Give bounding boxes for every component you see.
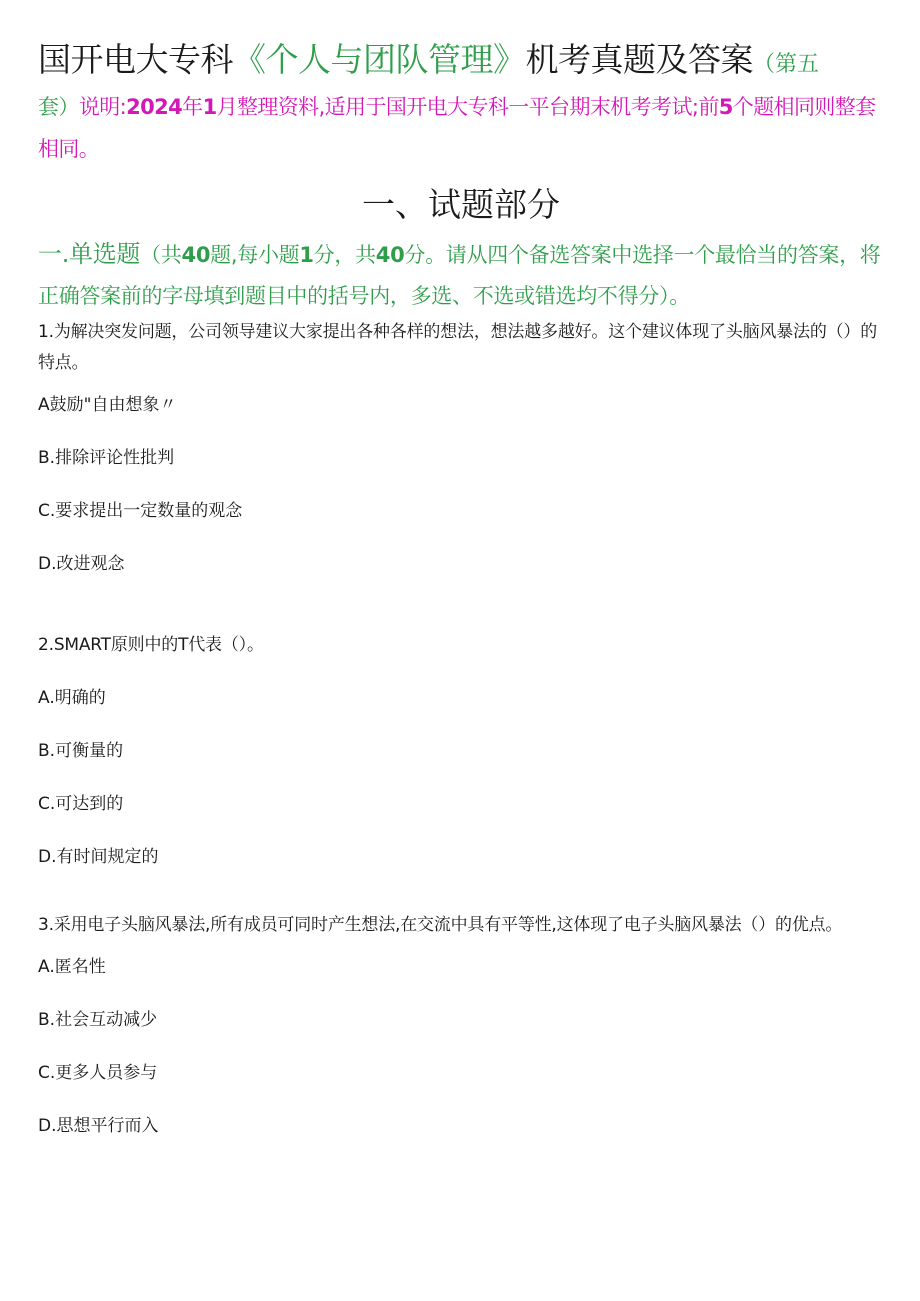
section-instructions	[38, 234, 884, 317]
title-set-open: （第五	[753, 52, 820, 77]
note-text-a: 月整理资料,适用于国开电大专科一平台期末机考考试;前	[216, 95, 719, 119]
note-year: 2024	[126, 95, 183, 119]
page-content	[38, 38, 884, 1153]
question-stem: 2.SMART原则中的T代表（）。	[38, 635, 264, 655]
option-d: D.有时间规定的	[38, 847, 159, 867]
question-2	[38, 619, 884, 884]
instructions-text-c: 分，共	[313, 243, 376, 267]
option-c: C.更多人员参与	[38, 1063, 158, 1083]
note-month: 1	[202, 95, 217, 119]
title-suffix: 机考真题及答案	[525, 40, 753, 79]
option-b: B.排除评论性批判	[38, 448, 175, 468]
instructions-num-c: 40	[375, 243, 405, 267]
title-prefix: 国开电大专科	[38, 40, 233, 79]
note-count: 5	[718, 95, 733, 119]
option-d: D.改进观念	[38, 554, 125, 574]
instructions-text-b: 题,每小题	[210, 243, 300, 267]
option-b: B.可衡量的	[38, 741, 124, 761]
title-set-close: 套）	[38, 95, 79, 119]
question-1	[38, 317, 884, 591]
option-c: C.可达到的	[38, 794, 124, 814]
note-text-b: 个题相同则整套相同。	[38, 95, 876, 161]
note-year-unit: 年	[182, 95, 203, 119]
instructions-text-d: 分。请从四个备选答案中选择一个最恰当的答案，将正确答案前的字母填到题目中的括号内，多选、不选或错选均不得分）。	[38, 243, 881, 308]
instructions-num-b: 1	[299, 243, 314, 267]
instructions-label: 一.单选题	[38, 240, 141, 268]
section-heading: 一、试题部分	[362, 185, 560, 224]
question-stem: 1.为解决突发问题，公司领导建议大家提出各种各样的想法，想法越多越好。这个建议体现了头脑风暴法的（）的特点。	[38, 322, 878, 373]
note-label: 说明:	[78, 95, 127, 119]
title-course-name: 《个人与团队管理》	[233, 40, 526, 79]
document-title	[38, 38, 884, 88]
option-a: A.匿名性	[38, 957, 106, 977]
instructions-num-a: 40	[181, 243, 211, 267]
option-a: A.明确的	[38, 688, 106, 708]
option-b: B.社会互动减少	[38, 1010, 158, 1030]
option-a: A鼓励"自由想象〃	[38, 395, 177, 415]
question-stem: 3.采用电子头脑风暴法,所有成员可同时产生想法,在交流中具有平等性,这体现了电子头脑风暴法（）的优点。	[38, 915, 843, 935]
option-d: D.思想平行而入	[38, 1116, 159, 1136]
document-note	[38, 86, 884, 170]
instructions-text-a: （共	[140, 243, 182, 267]
option-c: C.要求提出一定数量的观念	[38, 501, 243, 521]
question-3	[38, 910, 884, 1153]
